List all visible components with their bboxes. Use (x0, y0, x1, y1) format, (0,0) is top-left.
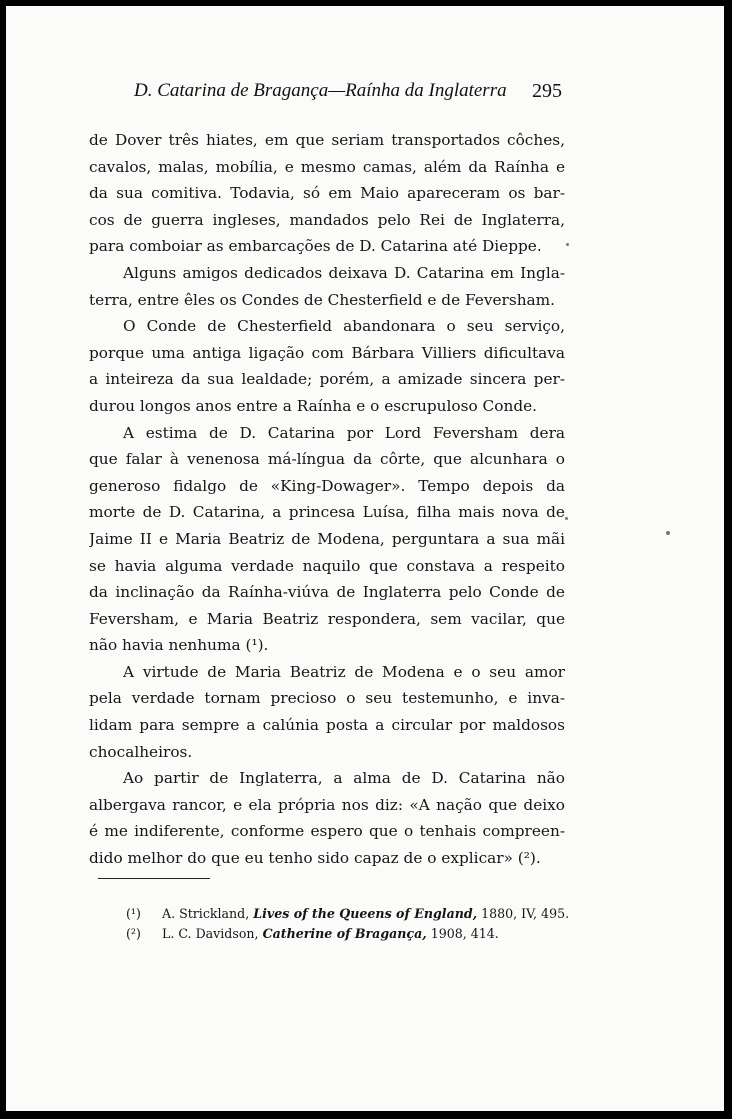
scan-speck (566, 243, 569, 246)
footnotes (126, 904, 570, 944)
text-line: não havia nenhuma (¹). (89, 636, 269, 655)
body-text (89, 127, 565, 872)
text-line: cavalos, malas, mobília, e mesmo camas, além da Raínha e (89, 157, 565, 176)
footnote-rule (98, 878, 210, 879)
text-line: A estima de D. Catarina por Lord Feversham dera (123, 423, 565, 442)
text-line: se havia alguma verdade naquilo que constava a respeito (89, 556, 565, 575)
text-line: dido melhor do que eu tenho sido capaz de o explicar» (²). (89, 849, 541, 868)
text-line: chocalheiros. (89, 742, 193, 761)
text-line: da sua comitiva. Todavia, só em Maio apareceram os bar- (89, 184, 565, 203)
text-line: pela verdade tornam precioso o seu testemunho, e inva- (89, 689, 565, 708)
text-line: lidam para sempre a calúnia posta a circular por maldosos (89, 716, 565, 735)
book-page (6, 6, 724, 1111)
text-line: que falar à venenosa má-língua da côrte, que alcunhara o (89, 450, 565, 469)
text-line: a inteireza da sua lealdade; porém, a amizade sincera per- (89, 370, 565, 389)
scan-speck (666, 531, 670, 535)
text-line: albergava rancor, e ela própria nos diz: «A nação que deixo (89, 795, 565, 814)
text-line: Alguns amigos dedicados deixava D. Catarina em Ingla- (123, 263, 565, 282)
text-line: terra, entre êles os Condes de Chesterfield e de Feversham. (89, 290, 556, 309)
text-line: da inclinação da Raínha-viúva de Inglaterra pelo Conde de (89, 583, 565, 602)
text-line: Feversham, e Maria Beatriz respondera, sem vacilar, que (89, 609, 565, 628)
text-line: cos de guerra ingleses, mandados pelo Rei de Inglaterra, (89, 210, 565, 229)
text-line: Ao partir de Inglaterra, a alma de D. Catarina não (123, 769, 565, 788)
text-line: O Conde de Chesterfield abandonara o seu serviço, (123, 317, 565, 336)
text-line: durou longos anos entre a Raínha e o escrupuloso Conde. (89, 396, 538, 415)
text-line: Jaime II e Maria Beatriz de Modena, perguntara a sua mãi (89, 529, 565, 548)
text-line: morte de D. Catarina, a princesa Luísa, filha mais nova de (89, 503, 565, 522)
footnote-mark: (²) (126, 926, 141, 941)
scan-speck (565, 517, 568, 520)
footnote (126, 904, 570, 924)
text-line: de Dover três hiates, em que seriam transportados côches, (89, 131, 565, 149)
footnote-mark: (¹) (126, 906, 141, 921)
footnote (126, 924, 566, 944)
footnote-title: Catherine of Bragança, (262, 926, 427, 941)
footnote-author: A. Strickland, (162, 906, 250, 921)
footnote-reference: 1908, 414. (430, 926, 499, 941)
running-head (134, 80, 562, 108)
text-line: para comboiar as embarcações de D. Catarina até Dieppe. (89, 237, 542, 256)
footnote-author: L. C. Davidson, (162, 926, 259, 941)
running-title: D. Catarina de Bragança—Raínha da Inglaterra (134, 80, 507, 101)
page-number: 295 (532, 80, 562, 102)
text-line: é me indiferente, conforme espero que o tenhais compreen- (89, 822, 565, 841)
text-line: porque uma antiga ligação com Bárbara Villiers dificultava (89, 343, 565, 362)
footnote-title: Lives of the Queens of England, (253, 906, 478, 921)
text-line: A virtude de Maria Beatriz de Modena e o seu amor (123, 662, 565, 681)
text-line: generoso fidalgo de «King-Dowager». Tempo depois da (89, 476, 565, 495)
footnote-reference: 1880, IV, 495. (481, 906, 570, 921)
